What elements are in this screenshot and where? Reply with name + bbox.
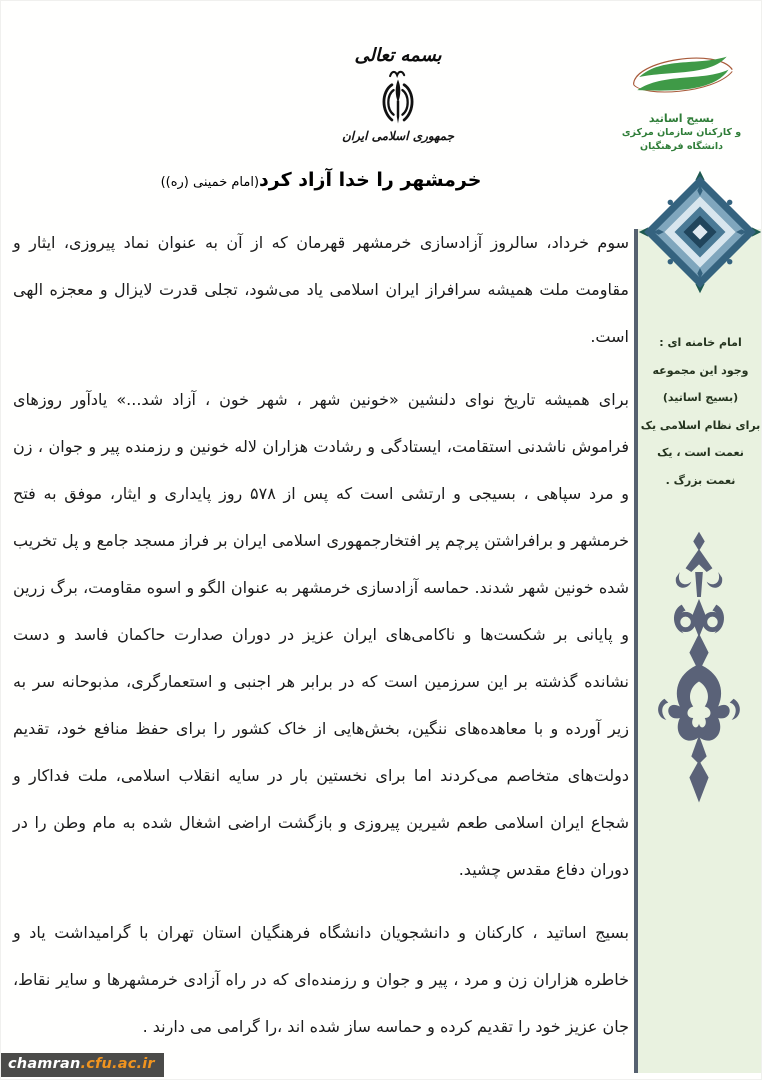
- paragraph-3: بسیج اساتید ، کارکنان و دانشجویان دانشگاه فرهنگیان استان تهران با گرامیداشت یاد و خاطره هزاران زن و مرد ، پیر و جوان و رزمنده‌ای که در راه آزادی خرمشهرها و سایر نقاط، جان عزیز خود را تقدیم کرده و حماسه ساز شده اند ،را گرامی می دارند .: [13, 923, 629, 1036]
- title-attribution: (امام خمینی (ره)): [160, 175, 260, 190]
- quote-line-4: نعمت است ، یک: [657, 446, 744, 459]
- watermark-prefix: chamran: [8, 1056, 81, 1072]
- government-logo-block: [323, 45, 473, 143]
- gov-caption: جمهوری اسلامی ایران: [341, 129, 455, 143]
- quote-line-1: امام خامنه ای :: [659, 336, 742, 349]
- quote-line-2: وجود این مجموعه (بسیج اساتید): [652, 363, 749, 404]
- org-caption-line2: و کارکنان سازمان مرکزی دانشگاه فرهنگیان: [621, 127, 742, 152]
- org-caption-line1: بسیج اساتید: [648, 112, 715, 125]
- medallion-ornament-icon: [637, 163, 762, 301]
- iran-emblem-icon: [373, 69, 423, 127]
- org-logo-icon: [626, 51, 738, 105]
- title-main: خرمشهر را خدا آزاد کرد: [259, 169, 482, 191]
- document-title: [1, 169, 641, 191]
- bismillah-calligraphy: بسمه تعالی: [354, 45, 442, 66]
- body-text: [13, 219, 629, 1066]
- sidebar-quote: [638, 329, 762, 494]
- site-watermark: [1, 1053, 164, 1077]
- quote-line-3: برای نظام اسلامی یک: [640, 418, 761, 432]
- watermark-suffix: .cfu.ac.ir: [80, 1056, 155, 1072]
- paragraph-2: برای همیشه تاریخ نوای دلنشین «خونین شهر ، شهر خون ، آزاد شد...» یادآور روزهای فراموش ناشدنی استقامت، ایستادگی و رشادت هزاران لاله خونین و رزمنده پیر و جوان ، زن و مرد سپاهی ، بسیجی و ارتشی است که پس از ۵۷۸ روز پایداری و ایثار، موفق به فتح خرمشهر و برافراشتن پرچم پر افتخارجمهوری اسلامی ایران بر فراز مسجد جامع و پل تخریب شده خونین شهر شدند. حماسه آزادسازی خرمشهر به عنوان الگو و اسوه مقاومت، برگ زرین و پایانی بر شکست‌ها و ناکامی‌های ایران عزیز در دوران صدارت حاکمان فاسد و دست نشانده گذشته بر این سرزمین است که در برابر هر اجنبی و استعمارگری، مذبوحانه سر به زیر آورده و با معاهده‌های ننگین، بخش‌هایی از خاک کشور را برای حفظ منافع خود، تقدیم دولت‌های متخاصم می‌کردند اما برای نخستین بار در سایه انقلاب اسلامی، ملت فداکار و شجاع ایران اسلامی طعم شیرین پیروزی و بازگشت اراضی اشغال شده به مام وطن را در دوران دفاع مقدس چشید.: [13, 390, 629, 879]
- org-logo-block: [604, 51, 759, 154]
- paragraph-1: سوم خرداد، سالروز آزادسازی خرمشهر قهرمان که از آن به عنوان نماد پیروزی، ایثار و مقاومت ملت همیشه سرافراز ایران اسلامی یاد می‌شود، تجلی قدرت لایزال و معجزه الهی است.: [13, 233, 629, 346]
- quote-line-5: نعمت بزرگ .: [665, 473, 736, 487]
- arabesque-ornament-icon: [651, 528, 747, 810]
